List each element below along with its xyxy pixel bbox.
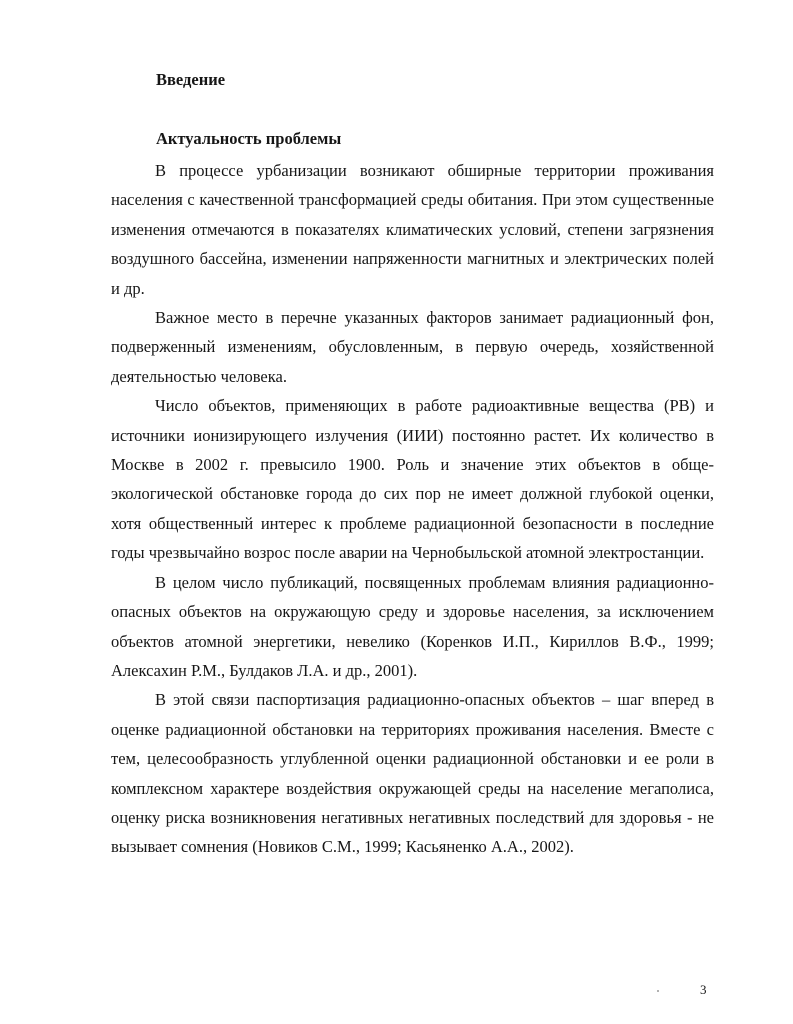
page-number: 3 bbox=[700, 982, 707, 997]
paragraph: Важное место в перечне указанных факторов занимает радиационный фон, подверженный изменениям, обусловленным, в первую очередь, хозяйственной деятельностью человека. bbox=[111, 308, 714, 386]
section-heading: Актуальность проблемы bbox=[156, 129, 342, 148]
paragraph: Число объектов, применяющих в работе радиоактивные вещества (РВ) и источники ионизирующего излучения (ИИИ) постоянно растет. Их количество в Москве в 2002 г. превысило 1900. Роль и значение этих объектов в обще-экологической обстановке города до сих пор не имеет должной глубокой оценки, хотя общественный интерес к проблеме радиационной безопасности в последние годы чрезвычайно возрос после аварии на Чернобыльской атомной электростанции. bbox=[111, 396, 714, 563]
scan-speck bbox=[657, 990, 659, 992]
paragraph: В этой связи паспортизация радиационно-опасных объектов – шаг вперед в оценке радиационной обстановки на территориях проживания населения. Вместе с тем, целесообразность углубленной оценки радиационной обстановки и ее роли в комплексном характере воздействия окружающей среды на население мегаполиса, оценку риска возникновения негативных негативных последствий для здоровья - не вызывает сомнения (Новиков С.М., 1999; Касьяненко А.А., 2002). bbox=[111, 690, 714, 857]
page-title: Введение bbox=[156, 70, 226, 89]
paragraph: В целом число публикаций, посвященных проблемам влияния радиационно-опасных объектов на окружающую среду и здоровье населения, за исключением объектов атомной энергетики, невелико (Коренков И.П., Кириллов В.Ф., 1999; Алексахин Р.М., Булдаков Л.А. и др., 2001). bbox=[111, 572, 714, 680]
body-text bbox=[111, 156, 714, 862]
paragraph: В процессе урбанизации возникают обширные территории проживания населения с качественной трансформацией среды обитания. При этом существенные изменения отмечаются в показателях климатических условий, степени загрязнения воздушного бассейна, изменении напряженности магнитных и электрических полей и др. bbox=[111, 161, 714, 298]
